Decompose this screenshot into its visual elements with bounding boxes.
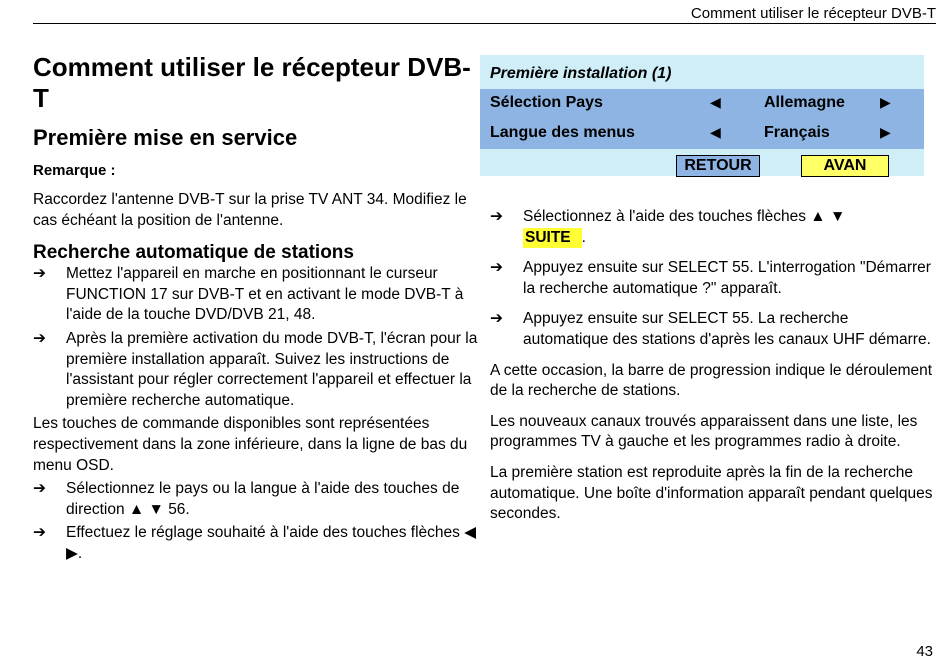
arrow-right-icon[interactable]: ▶	[880, 94, 891, 110]
osd-row-label: Sélection Pays	[490, 94, 603, 111]
list-item-text: Après la première activation du mode DVB-T, l'écran pour la première installation apparaît. Suivez les instructions de l'assistant pour régler correctement l'appareil et effectuer la première recherche automatique.	[66, 329, 478, 409]
osd-row-menu-language[interactable]	[480, 119, 924, 149]
back-button[interactable]: RETOUR	[676, 155, 760, 177]
list-item-text: Appuyez ensuite sur SELECT 55. L'interrogation "Démarrer la recherche automatique ?" apparaît.	[523, 259, 931, 297]
list-item-text: Sélectionnez le pays ou la langue à l'aide des touches de direction ▲ ▼ 56.	[66, 480, 460, 518]
body-paragraph: Les nouveaux canaux trouvés apparaissent dans une liste, les programmes TV à gauche et les programmes radio à droite.	[490, 412, 918, 451]
arrow-right-icon[interactable]: ▶	[880, 124, 891, 140]
arrow-icon: ➔	[33, 524, 46, 542]
list-item	[33, 329, 478, 411]
arrow-icon: ➔	[33, 265, 46, 283]
list-item-text: Effectuez le réglage souhaité à l'aide des touches flèches ◀ ▶.	[66, 524, 477, 562]
list-item-text: Mettez l'appareil en marche en positionnant le curseur FUNCTION 17 sur DVB-T et en activant le mode DVB-T à l'aide de la touche DVD/DVB 21, 48.	[66, 265, 464, 324]
arrow-icon: ➔	[490, 208, 503, 225]
arrow-left-icon[interactable]: ◀	[710, 124, 721, 140]
arrow-icon: ➔	[490, 259, 503, 277]
left-column	[33, 52, 478, 565]
list-item	[490, 309, 938, 350]
arrow-icon: ➔	[490, 310, 503, 328]
osd-title: Première installation (1)	[490, 65, 672, 82]
section-heading-auto-search: Recherche automatique de stations	[33, 242, 354, 264]
list-item	[33, 523, 478, 564]
osd-first-installation-screen	[480, 55, 924, 176]
list-item	[490, 207, 938, 248]
osd-row-value: Français	[764, 124, 830, 141]
page-number: 43	[916, 643, 933, 660]
list-item	[33, 264, 478, 326]
body-paragraph: Les touches de commande disponibles sont représentées respectivement dans la zone inférieure, dans la ligne de bas du menu OSD.	[33, 415, 468, 474]
body-paragraph: La première station est reproduite après la fin de la recherche automatique. Une boîte d'information apparaît pendant quelques secondes.	[490, 463, 933, 523]
list-item-end: .	[581, 228, 586, 246]
list-item-text: Sélectionnez à l'aide des touches flèches ▲ ▼	[523, 208, 846, 225]
arrow-icon: ➔	[33, 480, 46, 498]
header-rule	[33, 23, 936, 24]
list-item	[490, 258, 938, 299]
suite-key-label: SUITE	[523, 228, 582, 249]
list-item	[33, 479, 478, 520]
running-head: Comment utiliser le récepteur DVB-T	[690, 5, 936, 22]
right-column	[490, 207, 938, 525]
list-item-text: Appuyez ensuite sur SELECT 55. La recherche automatique des stations d'après les canaux UHF démarre.	[523, 310, 931, 348]
note-title: Remarque :	[33, 162, 116, 179]
body-paragraph: A cette occasion, la barre de progression indique le déroulement de la recherche de stations.	[490, 361, 933, 400]
osd-row-value: Allemagne	[764, 94, 845, 111]
next-button[interactable]: AVAN	[801, 155, 889, 177]
arrow-icon: ➔	[33, 329, 46, 347]
note-text: Raccordez l'antenne DVB-T sur la prise TV ANT 34. Modifiez le cas échéant la position de l'antenne.	[33, 191, 467, 229]
section-heading-first-use: Première mise en service	[33, 125, 298, 150]
osd-row-country[interactable]	[480, 89, 924, 119]
page-title: Comment utiliser le récepteur DVB-T	[33, 52, 471, 113]
arrow-left-icon[interactable]: ◀	[710, 94, 721, 110]
osd-row-label: Langue des menus	[490, 124, 635, 141]
